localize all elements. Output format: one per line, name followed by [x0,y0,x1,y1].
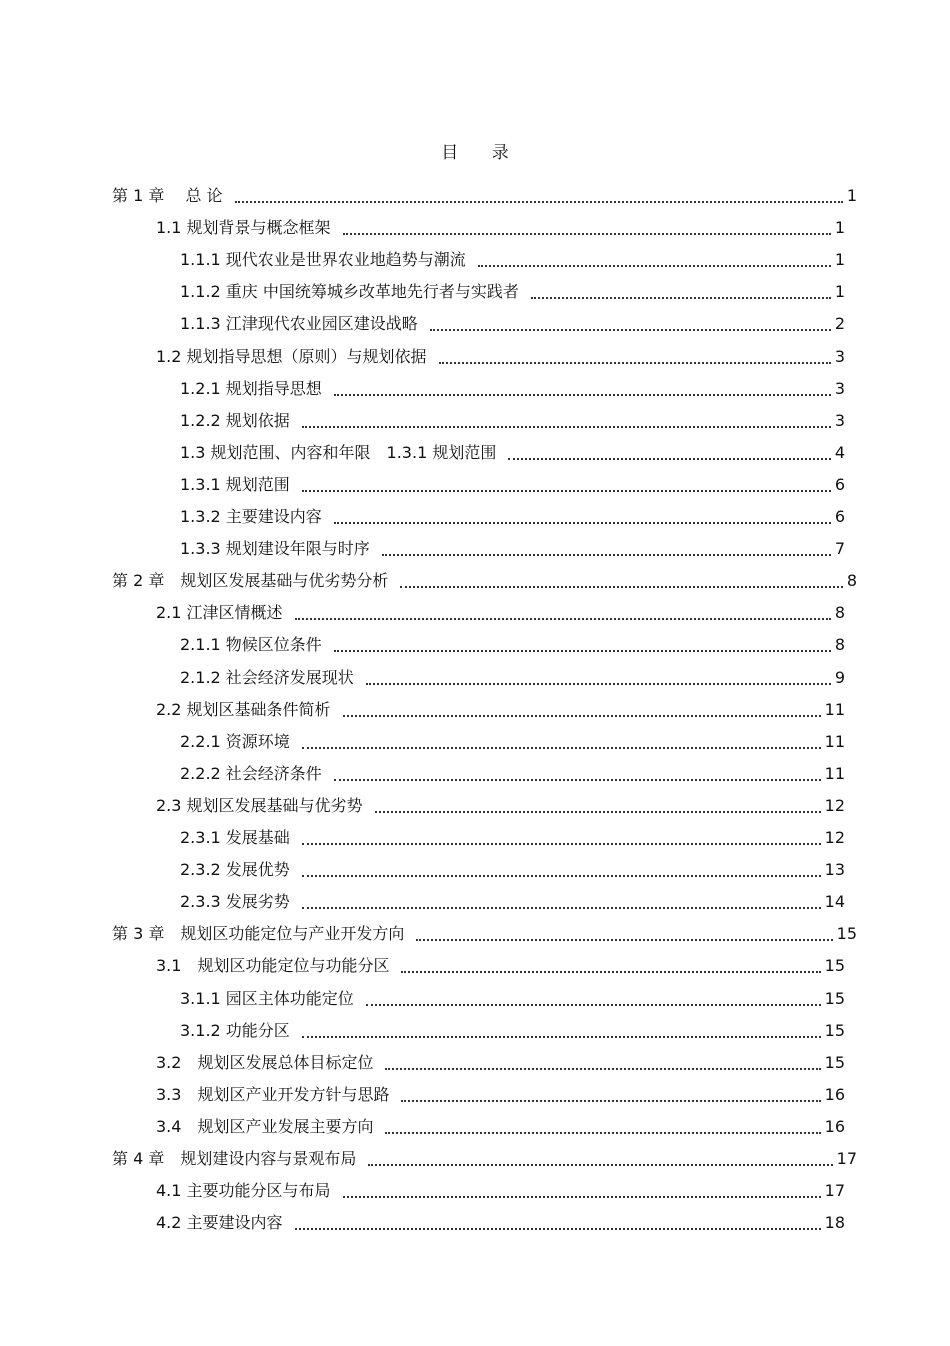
toc-entry-page: 6 [834,507,845,526]
toc-entry-label: 第 4 章 规划建设内容与景观布局 [112,1149,357,1168]
dot-leader [235,200,843,203]
toc-entry-label: 1.3.2 主要建设内容 [180,507,322,526]
toc-entry-label: 3.1.1 园区主体功能定位 [180,989,354,1008]
toc-entry-label: 3.3 规划区产业开发方针与思路 [156,1085,390,1104]
toc-entry-page: 8 [846,571,857,590]
toc-entry-page: 9 [834,668,845,687]
dot-leader [302,842,821,845]
toc-entry[interactable] [156,1175,845,1201]
dot-leader [416,938,832,941]
toc-entry-page: 15 [824,1021,845,1040]
toc-entry-label: 1.2.2 规划依据 [180,411,290,430]
toc-entry-page: 1 [834,250,845,269]
toc-entry[interactable] [112,1143,857,1169]
dot-leader [334,521,831,524]
dot-leader [531,296,831,299]
toc-entry-page: 15 [836,924,857,943]
toc-entry[interactable] [112,918,857,944]
toc-entry-label: 3.1 规划区功能定位与功能分区 [156,956,390,975]
toc-entry[interactable] [112,180,857,206]
toc-entry-label: 3.1.2 功能分区 [180,1021,290,1040]
toc-entry[interactable] [156,950,845,976]
toc-entry-label: 2.3.3 发展劣势 [180,892,290,911]
toc-entry-label: 2.1.2 社会经济发展现状 [180,668,354,687]
toc-entry[interactable] [156,341,845,367]
dot-leader [366,1003,821,1006]
dot-leader [385,1067,820,1070]
toc-entry-label: 1.1.3 江津现代农业园区建设战略 [180,314,418,333]
toc-entry-page: 8 [834,635,845,654]
dot-leader [302,425,831,428]
dot-leader [508,457,830,460]
toc-entry-label: 1.1.1 现代农业是世界农业地趋势与潮流 [180,250,466,269]
toc-entry-label: 2.1.1 物候区位条件 [180,635,322,654]
toc-entry-label: 2.3.1 发展基础 [180,828,290,847]
toc-entry-page: 6 [834,475,845,494]
dot-leader [382,553,831,556]
toc-entry-page: 15 [824,989,845,1008]
toc-entry-label: 1.2.1 规划指导思想 [180,379,322,398]
toc-entry-label: 2.2.2 社会经济条件 [180,764,322,783]
dot-leader [295,617,831,620]
toc-entry-page: 7 [834,539,845,558]
dot-leader [430,328,831,331]
toc-entry-label: 2.3 规划区发展基础与优劣势 [156,796,363,815]
toc-entry-page: 17 [824,1181,845,1200]
toc-title: 目 录 [441,143,523,163]
toc-entry[interactable] [180,244,845,270]
toc-entry-page: 17 [836,1149,857,1168]
toc-entry-page: 11 [824,700,845,719]
toc-entry[interactable] [180,373,845,399]
toc-entry[interactable] [156,1079,845,1105]
toc-entry-label: 2.2 规划区基础条件简析 [156,700,331,719]
toc-entry[interactable] [180,437,845,463]
toc-entry-page: 13 [824,860,845,879]
dot-leader [334,649,831,652]
toc-entry-page: 1 [834,218,845,237]
toc-entry-label: 第 2 章 规划区发展基础与优劣势分析 [112,571,389,590]
dot-leader [302,746,821,749]
toc-entry-label: 2.1 江津区情概述 [156,603,283,622]
toc-entry[interactable] [156,694,845,720]
toc-entry-page: 16 [824,1117,845,1136]
dot-leader [401,970,820,973]
toc-entry[interactable] [180,886,845,912]
toc-entry[interactable] [180,662,845,688]
toc-entry-page: 3 [834,411,845,430]
toc-entry-page: 3 [834,379,845,398]
toc-entry[interactable] [156,790,845,816]
toc-entry[interactable] [156,1207,845,1233]
toc-entry-page: 4 [834,443,845,462]
dot-leader [385,1131,820,1134]
toc-entry-page: 12 [824,796,845,815]
dot-leader [343,714,821,717]
toc-entry[interactable] [180,726,845,752]
dot-leader [295,1227,821,1230]
toc-entry-page: 1 [846,186,857,205]
dot-leader [375,810,821,813]
toc-entry[interactable] [180,983,845,1009]
toc-entry-page: 15 [824,1053,845,1072]
toc-entry-label: 第 3 章 规划区功能定位与产业开发方向 [112,924,405,943]
toc-entry[interactable] [180,308,845,334]
dot-leader [478,264,831,267]
dot-leader [368,1163,832,1166]
toc-entry[interactable] [180,1015,845,1041]
toc-entry-page: 2 [834,314,845,333]
toc-entry[interactable] [180,629,845,655]
toc-entry[interactable] [180,758,845,784]
toc-entry-label: 1.3.3 规划建设年限与时序 [180,539,370,558]
dot-leader [302,489,831,492]
dot-leader [401,1099,820,1102]
dot-leader [334,393,831,396]
toc-entry[interactable] [156,597,845,623]
toc-entry-label: 4.2 主要建设内容 [156,1213,283,1232]
toc-entry[interactable] [180,276,845,302]
dot-leader [302,1035,821,1038]
toc-entry[interactable] [180,854,845,880]
toc-entry-page: 1 [834,282,845,301]
toc-entry[interactable] [156,1047,845,1073]
toc-entry-page: 3 [834,347,845,366]
dot-leader [439,361,831,364]
dot-leader [302,906,821,909]
toc-entry-page: 11 [824,732,845,751]
toc-entry-label: 4.1 主要功能分区与布局 [156,1181,331,1200]
dot-leader [302,874,821,877]
toc-entry-page: 14 [824,892,845,911]
toc-entry[interactable] [156,212,845,238]
toc-entry-label: 1.3 规划范围、内容和年限 1.3.1 规划范围 [180,443,497,462]
toc-entry-page: 16 [824,1085,845,1104]
toc-entry-page: 18 [824,1213,845,1232]
toc-entry-label: 2.2.1 资源环境 [180,732,290,751]
toc-entry[interactable] [180,822,845,848]
toc-entry-label: 1.1.2 重庆 中国统筹城乡改革地先行者与实践者 [180,282,519,301]
dot-leader [334,778,821,781]
toc-entry-label: 3.4 规划区产业发展主要方向 [156,1117,374,1136]
toc-entry-page: 15 [824,956,845,975]
toc-entry-page: 11 [824,764,845,783]
toc-entry-label: 1.2 规划指导思想（原则）与规划依据 [156,347,427,366]
toc-entry-page: 8 [834,603,845,622]
toc-entry[interactable] [180,533,845,559]
toc-entry[interactable] [180,469,845,495]
toc-entry-label: 第 1 章 总 论 [112,186,223,205]
toc-entry-page: 12 [824,828,845,847]
dot-leader [343,1195,821,1198]
dot-leader [343,232,831,235]
toc-entry-label: 3.2 规划区发展总体目标定位 [156,1053,374,1072]
dot-leader [366,682,831,685]
toc-entry[interactable] [112,565,857,591]
toc-entry-label: 1.3.1 规划范围 [180,475,290,494]
toc-entry[interactable] [180,501,845,527]
toc-entry[interactable] [180,405,845,431]
toc-entry-label: 1.1 规划背景与概念框架 [156,218,331,237]
toc-entry-label: 2.3.2 发展优势 [180,860,290,879]
toc-entry[interactable] [156,1111,845,1137]
dot-leader [400,585,842,588]
